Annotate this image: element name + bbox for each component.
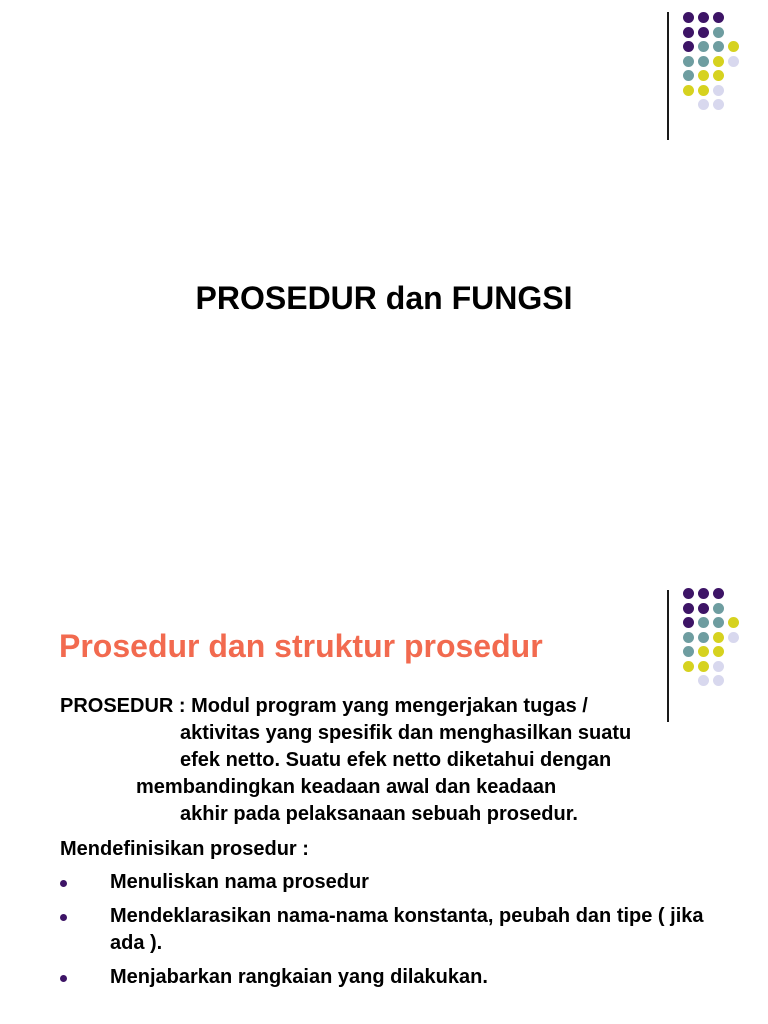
decorative-dot (698, 85, 709, 96)
decorative-dot (713, 56, 724, 67)
decorative-dot (713, 646, 724, 657)
bullet-icon (60, 975, 67, 982)
vertical-divider-line (667, 12, 669, 140)
decorative-dot (683, 661, 694, 672)
section-heading: Prosedur dan struktur prosedur (59, 628, 543, 664)
decorative-dot (728, 41, 739, 52)
decorative-dot (698, 646, 709, 657)
decorative-dot (683, 56, 694, 67)
decorative-dot (728, 617, 739, 628)
definition-line: efek netto. Suatu efek netto diketahui dengan (180, 749, 612, 771)
decorative-dot (713, 70, 724, 81)
subheading: Mendefinisikan prosedur : (60, 838, 309, 860)
bullet-icon (60, 914, 67, 921)
decorative-dot (683, 632, 694, 643)
definition-line: membandingkan keadaan awal dan keadaan (136, 776, 557, 798)
decorative-dot (683, 588, 694, 599)
decorative-dot (698, 588, 709, 599)
list-item (60, 964, 720, 991)
definition-line: aktivitas yang spesifik dan menghasilkan suatu (180, 722, 632, 744)
decorative-dot (698, 675, 709, 686)
decorative-dot (683, 646, 694, 657)
decorative-dot (698, 12, 709, 23)
decorative-dot (683, 617, 694, 628)
slide-title: PROSEDUR dan FUNGSI (195, 280, 573, 316)
definition-line: PROSEDUR : Modul program yang mengerjakan tugas / (60, 695, 588, 717)
decorative-dot (683, 70, 694, 81)
list-item-text: Menuliskan nama prosedur (110, 871, 369, 893)
decorative-dot-grid (683, 588, 763, 700)
slide-body (60, 693, 720, 998)
decorative-dot (728, 56, 739, 67)
decorative-dot (728, 632, 739, 643)
decorative-dot (683, 603, 694, 614)
decorative-dot (713, 99, 724, 110)
decorative-dot (683, 12, 694, 23)
decorative-dot (713, 661, 724, 672)
decorative-dot (698, 56, 709, 67)
decorative-dot (713, 41, 724, 52)
list-item-text: Menjabarkan rangkaian yang dilakukan. (110, 966, 488, 988)
list-item (60, 869, 720, 896)
decorative-dot (713, 675, 724, 686)
decorative-dot (683, 41, 694, 52)
decorative-dot (713, 632, 724, 643)
definition-line: akhir pada pelaksanaan sebuah prosedur. (180, 803, 578, 825)
decorative-dot (683, 27, 694, 38)
decorative-dot (713, 588, 724, 599)
decorative-dot (698, 27, 709, 38)
decorative-dot (698, 661, 709, 672)
decorative-dot (698, 603, 709, 614)
decorative-dot (713, 12, 724, 23)
bullet-icon (60, 880, 67, 887)
decorative-dot (713, 617, 724, 628)
list-item (60, 903, 720, 957)
bullet-list (60, 869, 720, 991)
decorative-dot (683, 85, 694, 96)
decorative-dot (698, 70, 709, 81)
decorative-dot (698, 41, 709, 52)
decorative-dot (698, 99, 709, 110)
decorative-dot (713, 27, 724, 38)
decorative-dot-grid (683, 12, 763, 124)
decorative-dot (713, 85, 724, 96)
content-slide (0, 580, 768, 1024)
decorative-dot (698, 617, 709, 628)
decorative-dot (698, 632, 709, 643)
list-item-text: Mendeklarasikan nama-nama konstanta, peubah dan tipe ( jika ada ). (110, 905, 704, 954)
decorative-dot (713, 603, 724, 614)
